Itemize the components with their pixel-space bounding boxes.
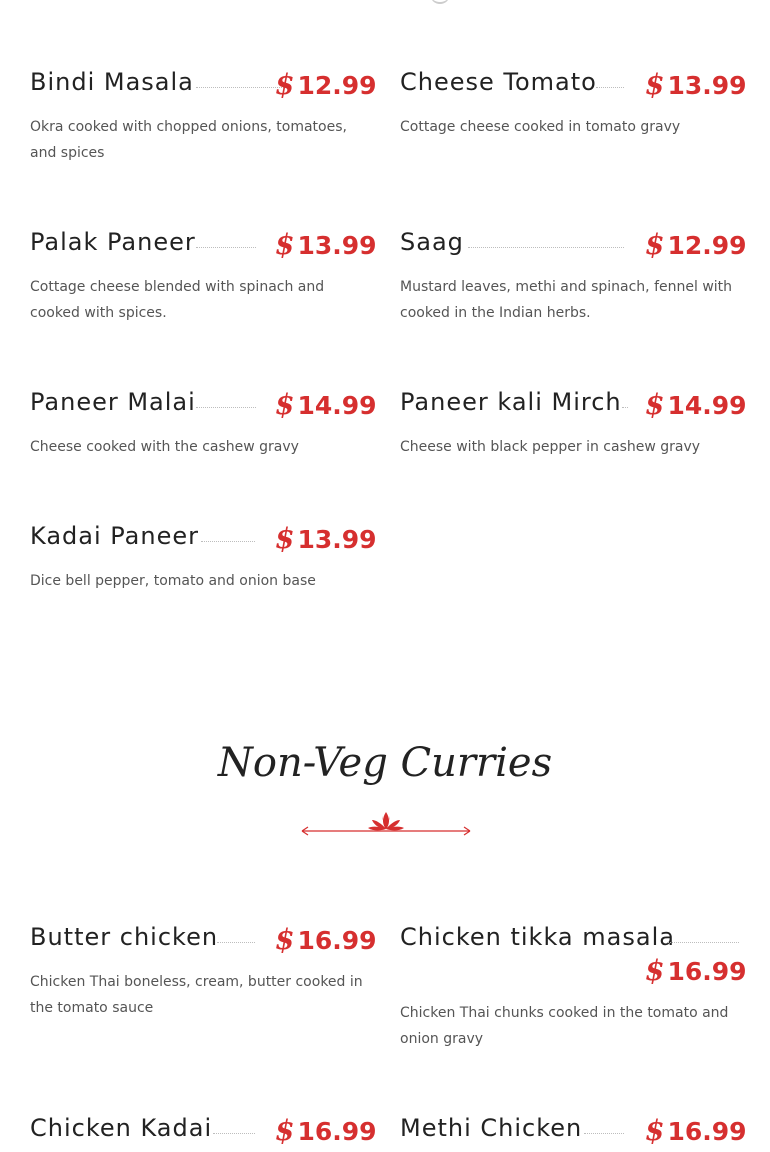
item-price bbox=[645, 228, 747, 261]
price-value: 14.99 bbox=[667, 391, 747, 420]
item-price bbox=[275, 923, 377, 956]
currency-symbol: $ bbox=[645, 954, 665, 987]
lotus-divider-icon bbox=[296, 808, 476, 838]
currency-symbol: $ bbox=[275, 68, 295, 101]
menu-item bbox=[400, 388, 747, 478]
price-value: 16.99 bbox=[667, 957, 747, 986]
item-name: Paneer kali Mirch bbox=[400, 388, 622, 416]
section-title: Non-Veg Curries bbox=[217, 740, 553, 786]
item-description: Okra cooked with chopped onions, tomatoes, and spices bbox=[30, 119, 347, 161]
item-price bbox=[275, 68, 377, 101]
item-name: Methi Chicken bbox=[400, 1114, 583, 1142]
menu-item bbox=[400, 228, 747, 338]
price-value: 13.99 bbox=[667, 71, 747, 100]
leader-dots bbox=[196, 247, 256, 248]
menu-item bbox=[30, 1114, 377, 1152]
price-value: 14.99 bbox=[297, 391, 377, 420]
price-value: 13.99 bbox=[297, 231, 377, 260]
item-price bbox=[645, 1114, 747, 1147]
item-description: Chicken Thai chunks cooked in the tomato and onion gravy bbox=[400, 1005, 729, 1047]
item-name: Saag bbox=[400, 228, 464, 256]
item-name: Chicken Kadai bbox=[30, 1114, 213, 1142]
menu-item bbox=[400, 923, 747, 1063]
item-price bbox=[275, 522, 377, 555]
item-price bbox=[275, 1114, 377, 1147]
price-value: 16.99 bbox=[297, 1117, 377, 1146]
menu-item bbox=[30, 388, 377, 478]
price-value: 12.99 bbox=[297, 71, 377, 100]
item-name: Bindi Masala bbox=[30, 68, 194, 96]
menu-item bbox=[400, 1114, 747, 1152]
currency-symbol: $ bbox=[275, 522, 295, 555]
leader-dots bbox=[196, 87, 286, 88]
currency-symbol: $ bbox=[645, 228, 665, 261]
currency-symbol: $ bbox=[645, 68, 665, 101]
item-description: Cheese with black pepper in cashew gravy bbox=[400, 439, 701, 455]
leader-dots bbox=[217, 942, 255, 943]
item-name: Paneer Malai bbox=[30, 388, 196, 416]
item-description: Mustard leaves, methi and spinach, fennel with cooked in the Indian herbs. bbox=[400, 279, 733, 321]
item-price bbox=[275, 228, 377, 261]
item-description: Dice bell pepper, tomato and onion base bbox=[30, 573, 316, 589]
currency-symbol: $ bbox=[645, 1114, 665, 1147]
menu-item bbox=[30, 522, 377, 612]
item-name: Chicken tikka masala bbox=[400, 923, 675, 951]
item-name: Butter chicken bbox=[30, 923, 219, 951]
item-price bbox=[645, 68, 747, 101]
item-description: Cottage cheese blended with spinach and cooked with spices. bbox=[30, 279, 325, 321]
price-value: 13.99 bbox=[297, 525, 377, 554]
item-name: Cheese Tomato bbox=[400, 68, 597, 96]
item-name: Kadai Paneer bbox=[30, 522, 199, 550]
leader-dots bbox=[622, 407, 628, 408]
currency-symbol: $ bbox=[275, 228, 295, 261]
menu-item bbox=[30, 923, 377, 1033]
leader-dots bbox=[201, 541, 255, 542]
price-value: 16.99 bbox=[297, 926, 377, 955]
leader-dots bbox=[667, 942, 739, 943]
item-description: Chicken Thai boneless, cream, butter cooked in the tomato sauce bbox=[30, 974, 363, 1016]
leader-dots bbox=[468, 247, 624, 248]
currency-symbol: $ bbox=[275, 1114, 295, 1147]
item-price bbox=[275, 388, 377, 421]
item-price bbox=[645, 954, 747, 987]
price-value: 12.99 bbox=[667, 231, 747, 260]
menu-item bbox=[30, 228, 377, 338]
item-price bbox=[645, 388, 747, 421]
currency-symbol: $ bbox=[275, 923, 295, 956]
leader-dots bbox=[213, 1133, 255, 1134]
top-section-decoration bbox=[430, 0, 450, 4]
leader-dots bbox=[196, 407, 256, 408]
item-name: Palak Paneer bbox=[30, 228, 196, 256]
currency-symbol: $ bbox=[645, 388, 665, 421]
leader-dots bbox=[596, 87, 624, 88]
currency-symbol: $ bbox=[275, 388, 295, 421]
menu-item bbox=[400, 68, 747, 178]
leader-dots bbox=[584, 1133, 624, 1134]
item-description: Cottage cheese cooked in tomato gravy bbox=[400, 119, 681, 135]
price-value: 16.99 bbox=[667, 1117, 747, 1146]
menu-item bbox=[30, 68, 377, 178]
item-description: Cheese cooked with the cashew gravy bbox=[30, 439, 299, 455]
